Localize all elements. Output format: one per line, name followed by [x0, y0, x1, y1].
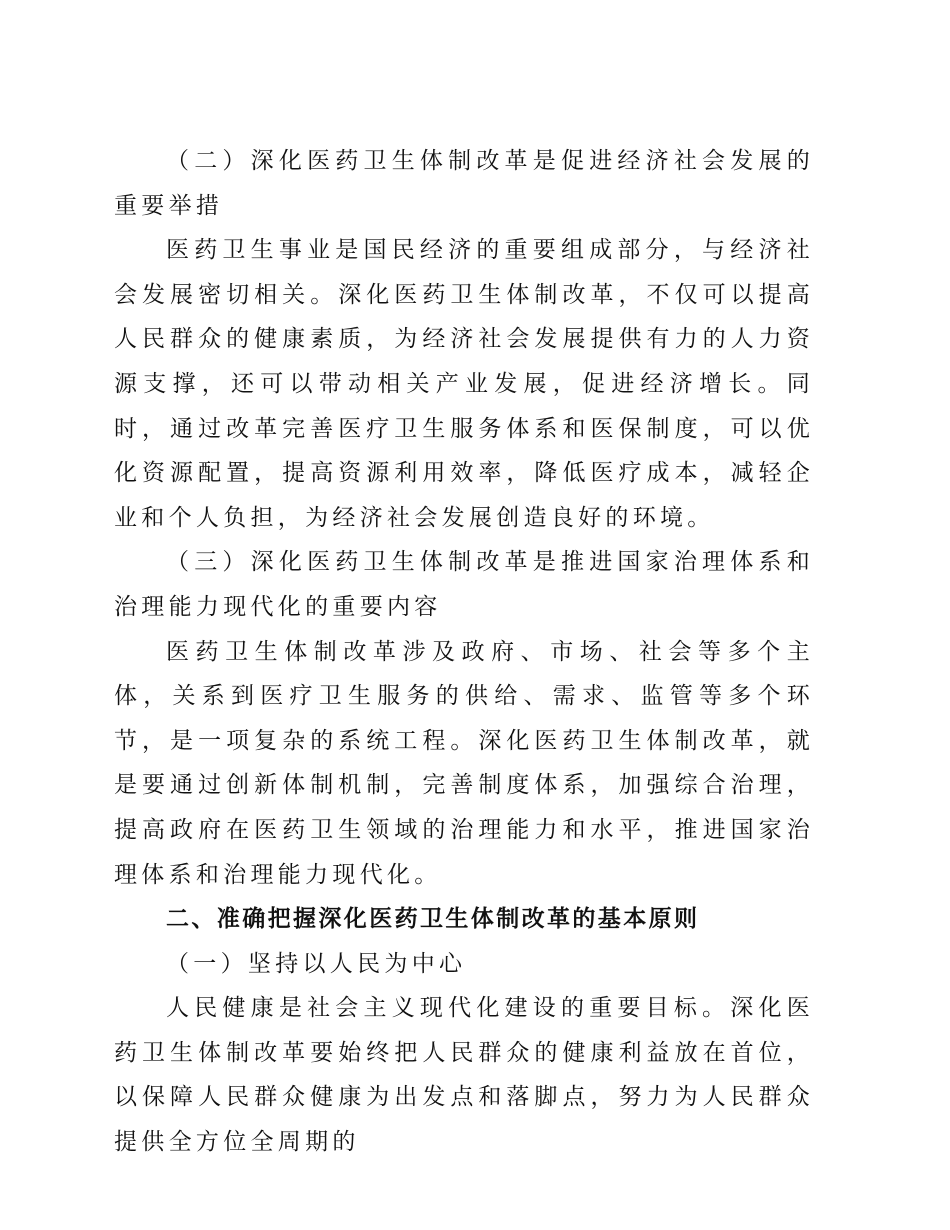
subheading-3: （三）深化医药卫生体制改革是推进国家治理体系和治理能力现代化的重要内容	[114, 549, 814, 620]
body-paragraph: 医药卫生体制改革涉及政府、市场、社会等多个主体，关系到医疗卫生服务的供给、需求、监管等多个环节，是一项复杂的系统工程。深化医药卫生体制改革，就是要通过创新体制机制，完善制度体系，加强综合治理，提高政府在医药卫生领域的治理能力和水平，推进国家治理体系和治理能力现代化。	[114, 638, 814, 888]
subheading-1: （一）坚持以人民为中心	[166, 950, 467, 977]
section-heading-2: 二、准确把握深化医药卫生体制改革的基本原则	[166, 906, 700, 933]
body-paragraph: 人民健康是社会主义现代化建设的重要目标。深化医药卫生体制改革要始终把人民群众的健康利益放在首位，以保障人民群众健康为出发点和落脚点，努力为人民群众提供全方位全周期的	[114, 995, 814, 1156]
document-body	[114, 139, 814, 1165]
subheading-2: （二）深化医药卫生体制改革是促进经济社会发展的重要举措	[114, 148, 814, 219]
body-paragraph: 医药卫生事业是国民经济的重要组成部分，与经济社会发展密切相关。深化医药卫生体制改革，不仅可以提高人民群众的健康素质，为经济社会发展提供有力的人力资源支撑，还可以带动相关产业发展，促进经济增长。同时，通过改革完善医疗卫生服务体系和医保制度，可以优化资源配置，提高资源利用效率，降低医疗成本，减轻企业和个人负担，为经济社会发展创造良好的环境。	[114, 237, 814, 531]
